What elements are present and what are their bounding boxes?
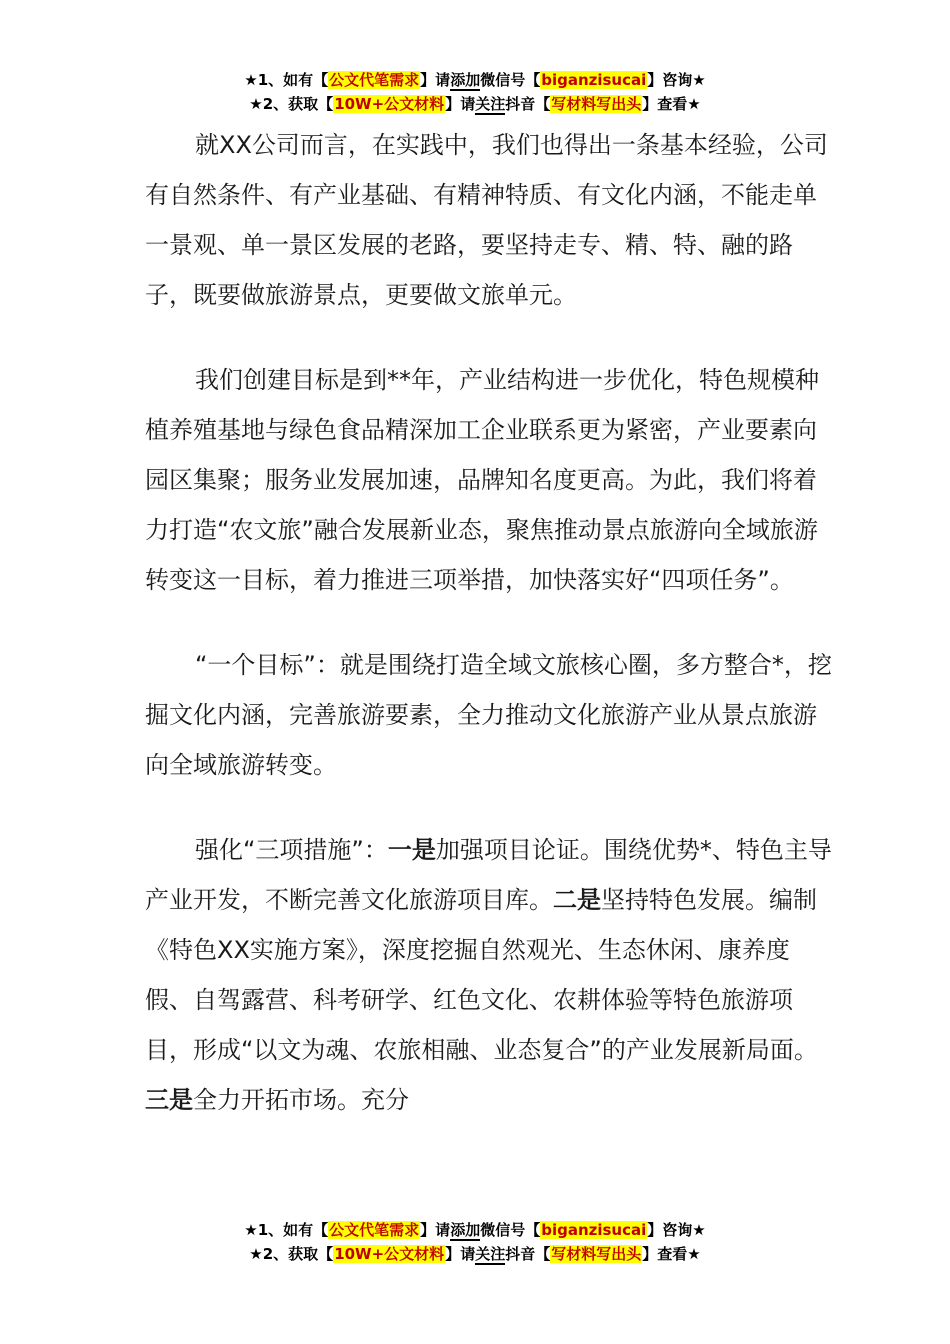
paragraph-text: 坚持特色发展。编制《特色XX实施方案》，深度挖掘自然观光、生态休闲、康养度假、自驾露营、科考研学、红色文化、农耕体验等特色旅游项目，形成“以文为魂、农旅相融、业态复合”的产业发展新局面。 [145,886,818,1064]
banner-line-1 [0,1218,950,1242]
underlined-text: 添加 [450,1221,481,1239]
banner-line-2 [0,1242,950,1266]
banner-text: ★2、获取【 [249,1245,334,1263]
banner-text: 】请 [420,1221,451,1239]
bold-text: 三是 [145,1086,193,1114]
paragraph-4 [145,825,835,1125]
paragraph-text: 强化“三项措施”： [195,836,388,864]
wechat-id: biganzisucai [541,1221,647,1239]
document-body [145,120,835,1125]
underlined-text: 关注 [475,95,506,113]
banner-text: ★1、如有【 [244,1221,329,1239]
banner-text: 】请 [445,95,476,113]
banner-text: 抖音【 [505,1245,551,1263]
banner-text: ★1、如有【 [244,71,329,89]
douyin-account: 写材料写出头 [551,95,642,113]
banner-text: 】查看★ [642,95,701,113]
paragraph-text: 加强项目论证。围绕优势*、特色主导产业开发，不断完善文化旅游项目库。 [145,836,832,914]
banner-line-1 [0,68,950,92]
banner-text: ★2、获取【 [249,95,334,113]
banner-text: 】请 [445,1245,476,1263]
banner-text: 微信号【 [480,71,541,89]
banner-line-2 [0,92,950,116]
header-banner [0,68,950,116]
highlight-text: 公文代笔需求 [329,1221,420,1239]
highlight-text: 10W+公文材料 [334,1245,445,1263]
banner-text: 抖音【 [505,95,551,113]
underlined-text: 添加 [450,71,481,89]
underlined-text: 关注 [475,1245,506,1263]
wechat-id: biganzisucai [541,71,647,89]
paragraph-text: 全力开拓市场。充分 [193,1086,409,1114]
footer-banner [0,1218,950,1266]
bold-text: 二是 [553,886,601,914]
bold-text: 一是 [387,836,436,864]
banner-text: 】咨询★ [647,1221,706,1239]
highlight-text: 公文代笔需求 [329,71,420,89]
paragraph-1: 就XX公司而言，在实践中，我们也得出一条基本经验，公司有自然条件、有产业基础、有精神特质、有文化内涵，不能走单一景观、单一景区发展的老路，要坚持走专、精、特、融的路子，既要做旅游景点，更要做文旅单元。 [145,131,828,309]
paragraph-3: “一个目标”：就是围绕打造全域文旅核心圈，多方整合*，挖掘文化内涵，完善旅游要素，全力推动文化旅游产业从景点旅游向全域旅游转变。 [145,651,832,779]
highlight-text: 10W+公文材料 [334,95,445,113]
paragraph-2: 我们创建目标是到**年，产业结构进一步优化，特色规模种植养殖基地与绿色食品精深加工企业联系更为紧密，产业要素向园区集聚；服务业发展加速，品牌知名度更高。为此，我们将着力打造“农文旅”融合发展新业态，聚焦推动景点旅游向全域旅游转变这一目标，着力推进三项举措，加快落实好“四项任务”。 [145,366,819,594]
banner-text: 】咨询★ [647,71,706,89]
douyin-account: 写材料写出头 [551,1245,642,1263]
banner-text: 】查看★ [642,1245,701,1263]
banner-text: 微信号【 [480,1221,541,1239]
banner-text: 】请 [420,71,451,89]
